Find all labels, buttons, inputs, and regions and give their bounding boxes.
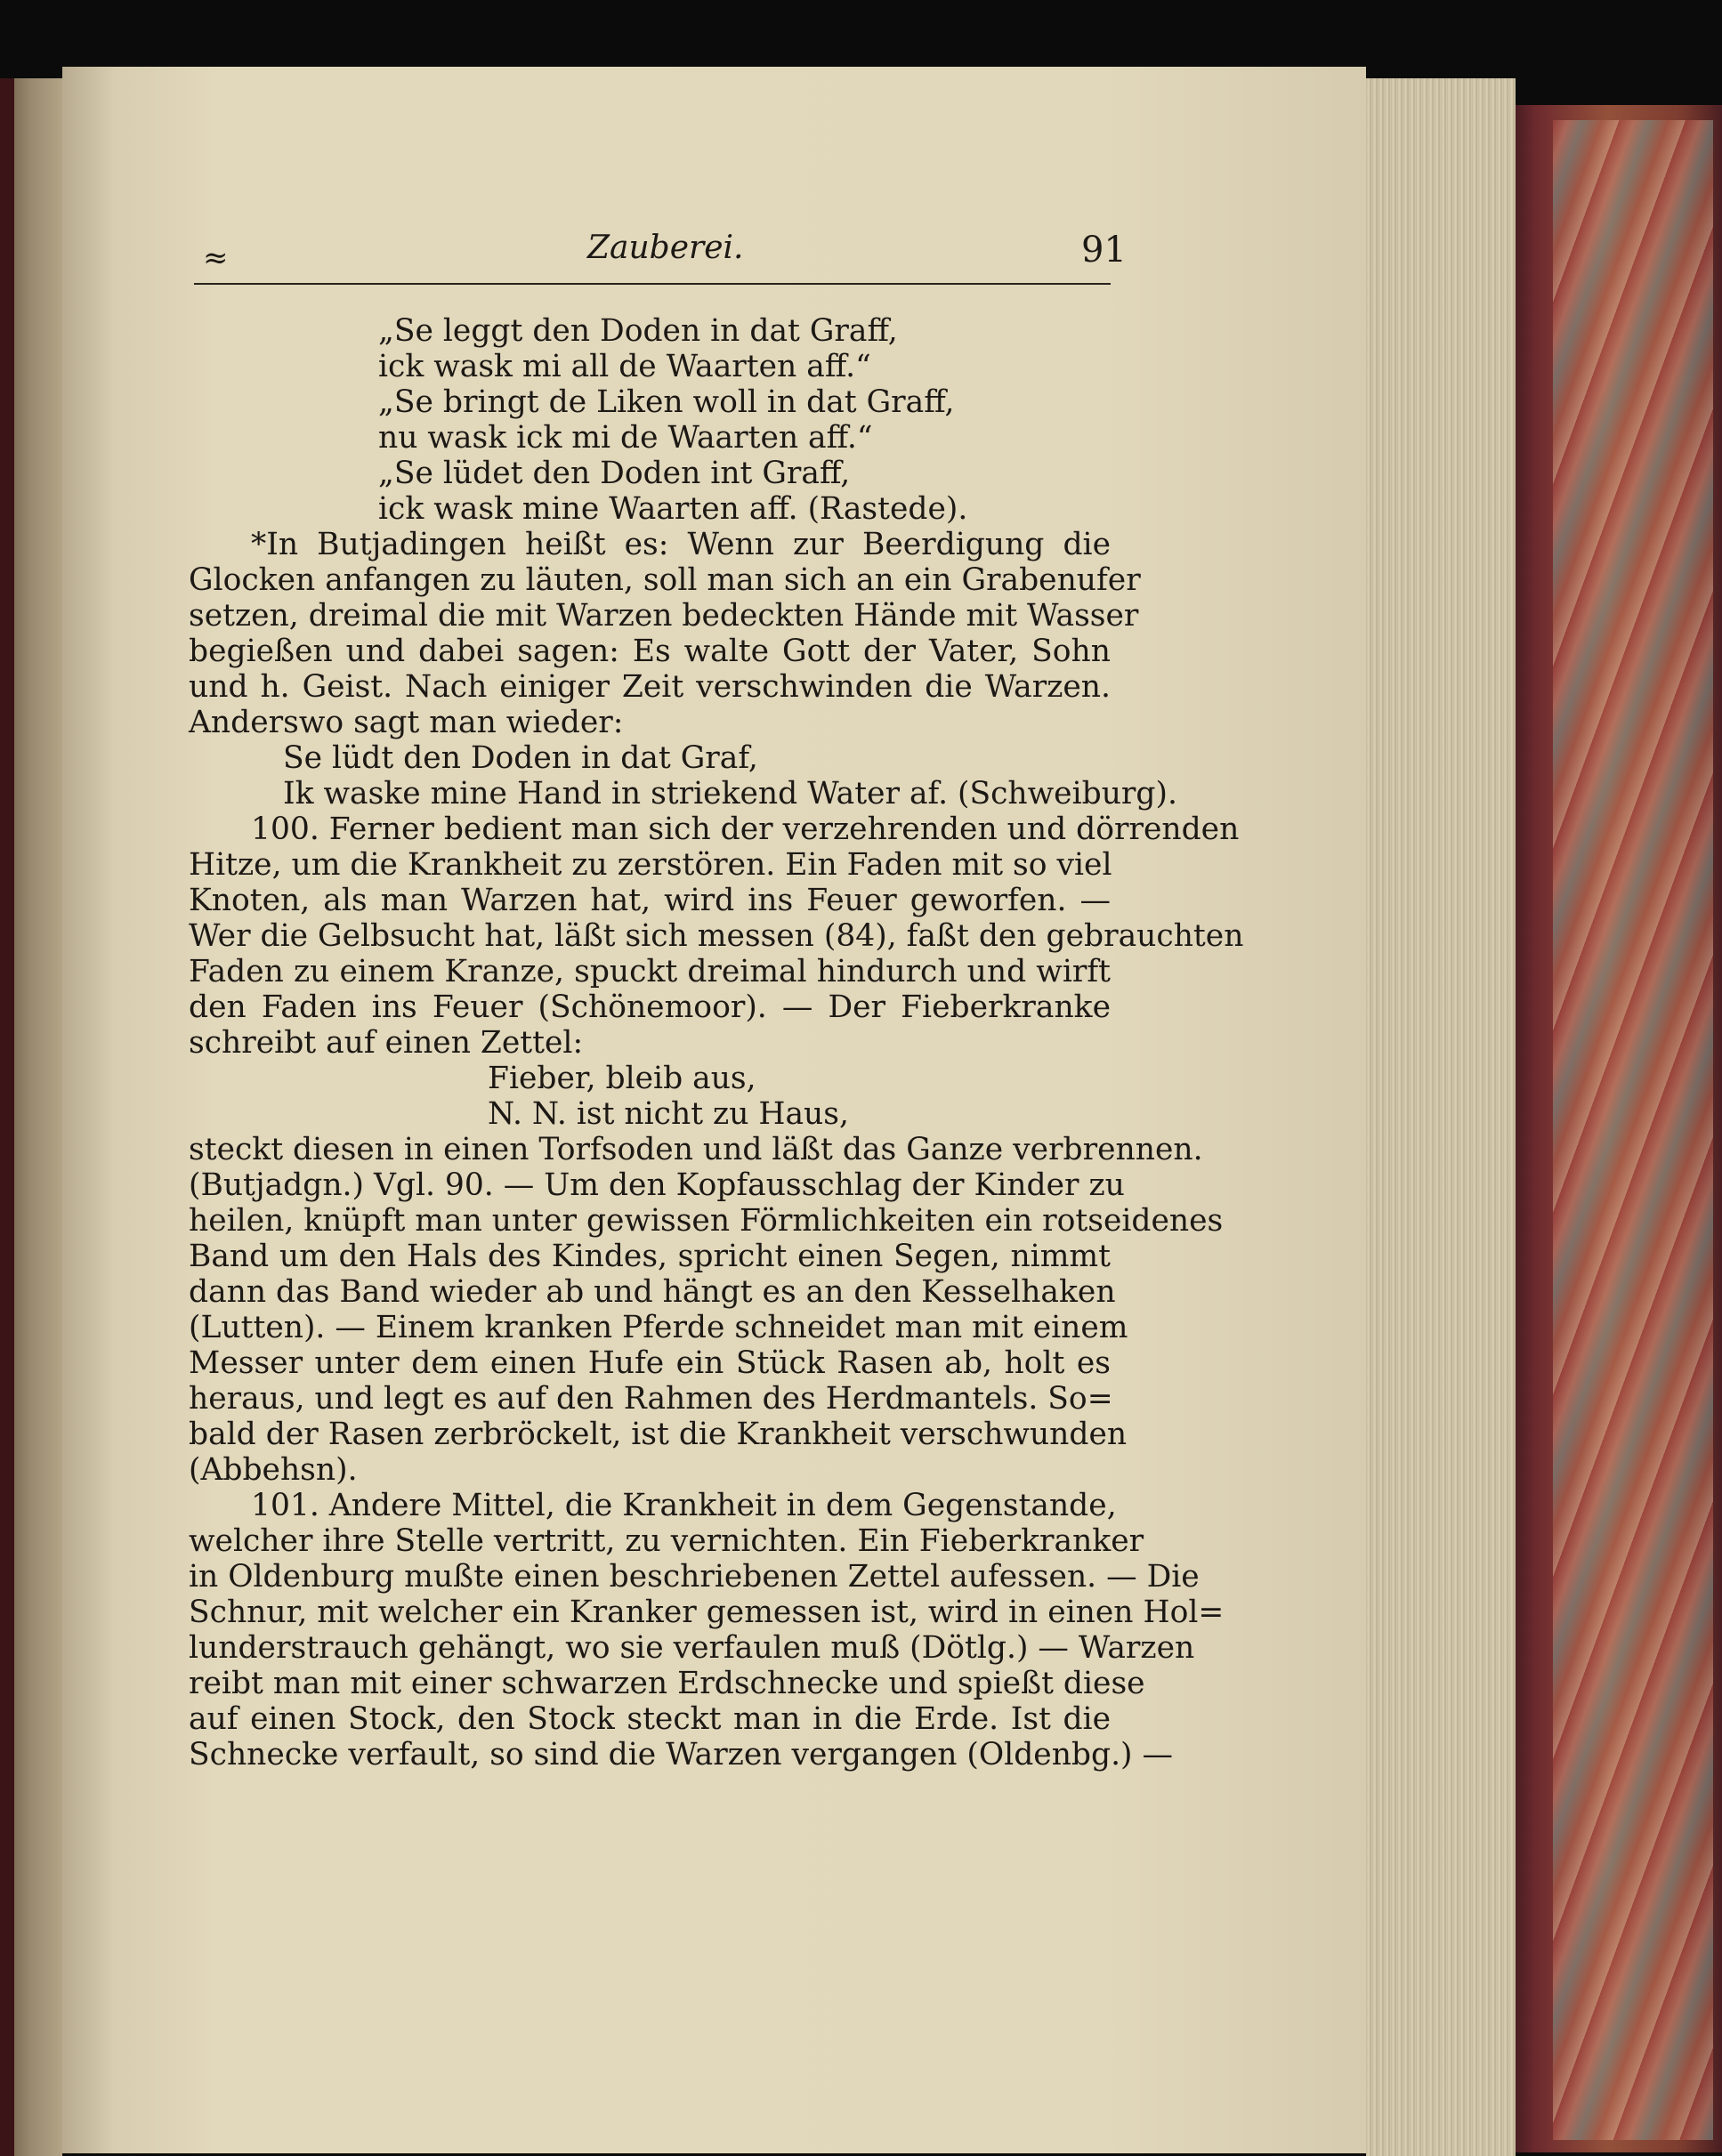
text-line: Wer die Gelbsucht hat, läßt sich messen (84), faßt den gebrauchten	[189, 918, 1244, 954]
text-line: heraus, und legt es auf den Rahmen des Herdmantels. So=	[189, 1381, 1113, 1417]
text-line: „Se bringt de Liken woll in dat Graff,	[378, 384, 955, 420]
text-line: setzen, dreimal die mit Warzen bedeckten Hände mit Wasser	[189, 598, 1139, 634]
text-line: Hitze, um die Krankheit zu zerstören. Ein Faden mit so viel	[189, 847, 1112, 883]
text-line: in Oldenburg mußte einen beschriebenen Zettel aufessen. — Die	[189, 1559, 1200, 1595]
text-line: Ik waske mine Hand in striekend Water af. (Schweiburg).	[283, 776, 1177, 812]
marbled-endpaper	[1553, 120, 1713, 2140]
running-head: Zauberei.	[587, 230, 744, 266]
text-line: N. N. ist nicht zu Haus,	[488, 1096, 849, 1132]
text-line: und h. Geist. Nach einiger Zeit verschwinden die Warzen.	[189, 669, 1111, 705]
text-line: reibt man mit einer schwarzen Erdschnecke und spießt diese	[189, 1666, 1145, 1701]
text-line: *In Butjadingen heißt es: Wenn zur Beerdigung die	[251, 527, 1111, 562]
header-rule	[194, 283, 1111, 285]
text-line: Messer unter dem einen Hufe ein Stück Rasen ab, holt es	[189, 1345, 1111, 1381]
text-line: Schnecke verfault, so sind die Warzen vergangen (Oldenbg.) —	[189, 1737, 1173, 1772]
text-line: heilen, knüpft man unter gewissen Förmlichkeiten ein rotseidenes	[189, 1203, 1224, 1239]
text-line: (Butjadgn.) Vgl. 90. — Um den Kopfausschlag der Kinder zu	[189, 1167, 1125, 1203]
text-line: „Se lüdet den Doden int Graff,	[378, 456, 851, 491]
text-line: Glocken anfangen zu läuten, soll man sich an ein Grabenufer	[189, 562, 1141, 598]
text-line: steckt diesen in einen Torfsoden und läßt das Ganze verbrennen.	[189, 1132, 1203, 1167]
text-line: (Abbehsn).	[189, 1452, 358, 1488]
text-line: schreibt auf einen Zettel:	[189, 1025, 584, 1061]
text-line: Anderswo sagt man wieder:	[189, 705, 624, 740]
text-line: dann das Band wieder ab und hängt es an den Kesselhaken	[189, 1274, 1116, 1310]
facing-page-binding	[0, 78, 14, 2156]
text-line: lunderstrauch gehängt, wo sie verfaulen muß (Dötlg.) — Warzen	[189, 1630, 1195, 1666]
text-line: Band um den Hals des Kindes, spricht einen Segen, nimmt	[189, 1239, 1111, 1274]
text-line: Se lüdt den Doden in dat Graf,	[283, 740, 758, 776]
page-number: 91	[1081, 230, 1127, 271]
text-line: auf einen Stock, den Stock steckt man in die Erde. Ist die	[189, 1701, 1111, 1737]
text-line: (Lutten). — Einem kranken Pferde schneidet man mit einem	[189, 1310, 1128, 1345]
text-line: ick wask mine Waarten aff. (Rastede).	[378, 491, 968, 527]
ornament-mark: ≈	[203, 240, 229, 276]
text-line: Knoten, als man Warzen hat, wird ins Feuer geworfen. —	[189, 883, 1111, 918]
text-line: 100. Ferner bedient man sich der verzehrenden und dörrenden	[251, 812, 1240, 847]
text-line: Faden zu einem Kranze, spuckt dreimal hindurch und wirft	[189, 954, 1111, 989]
text-line: 101. Andere Mittel, die Krankheit in dem Gegenstande,	[251, 1488, 1117, 1523]
text-line: Fieber, bleib aus,	[488, 1061, 756, 1096]
text-line: „Se leggt den Doden in dat Graff,	[378, 313, 898, 349]
text-line: begießen und dabei sagen: Es walte Gott der Vater, Sohn	[189, 634, 1111, 669]
text-line: ick wask mi all de Waarten aff.“	[378, 349, 871, 384]
text-line: bald der Rasen zerbröckelt, ist die Krankheit verschwunden	[189, 1417, 1128, 1452]
text-line: den Faden ins Feuer (Schönemoor). — Der Fieberkranke	[189, 989, 1111, 1025]
text-line: Schnur, mit welcher ein Kranker gemessen ist, wird in einen Hol=	[189, 1595, 1225, 1630]
text-line: nu wask ick mi de Waarten aff.“	[378, 420, 873, 456]
text-line: welcher ihre Stelle vertritt, zu vernichten. Ein Fieberkranker	[189, 1523, 1144, 1559]
page-block-edges	[1366, 78, 1516, 2156]
